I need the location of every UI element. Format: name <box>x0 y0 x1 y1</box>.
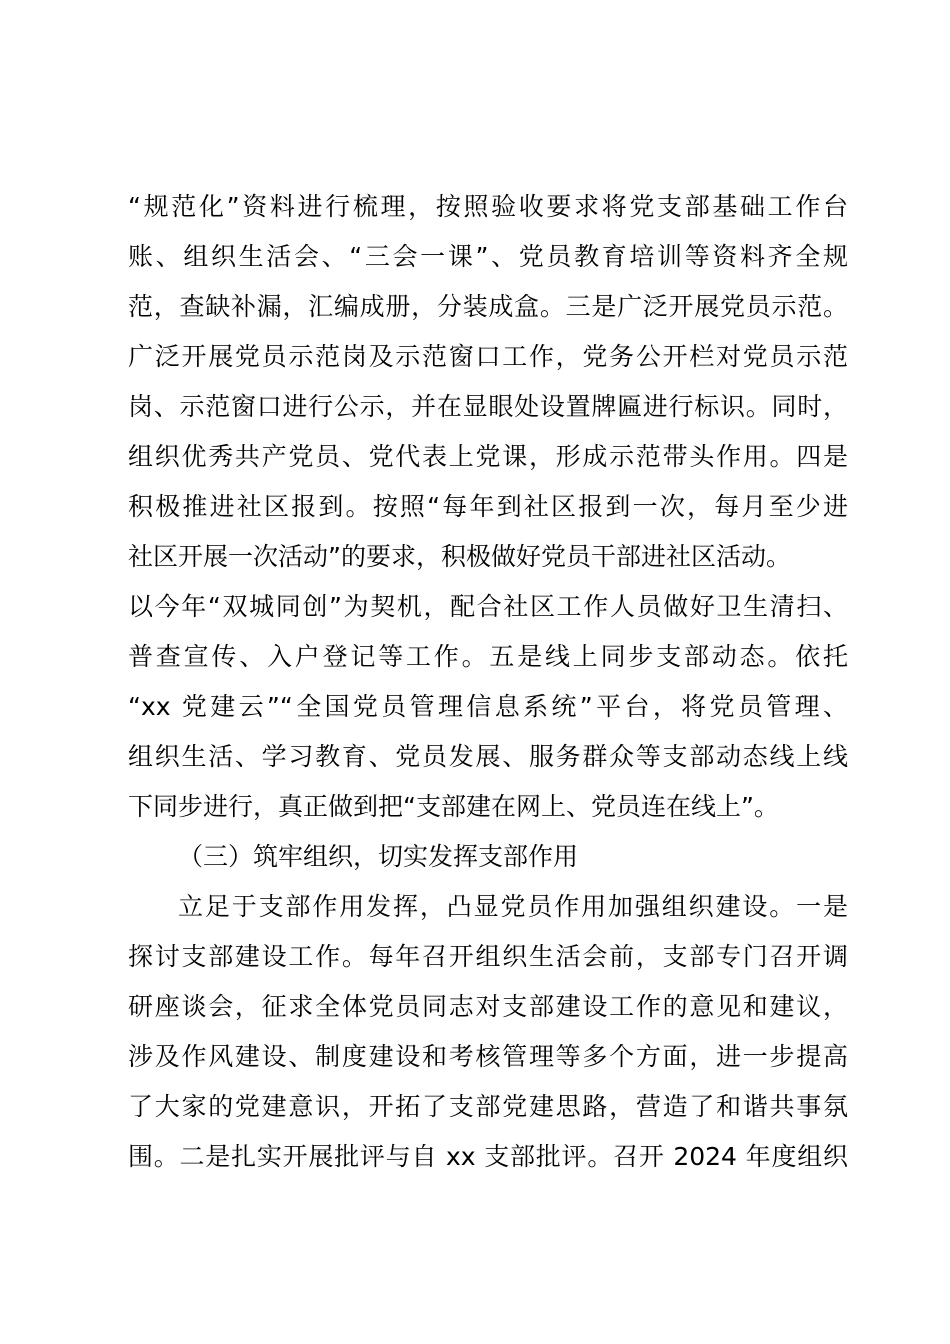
text-line: 范，查缺补漏，汇编成册，分装成盒。三是广泛开展党员示范。 <box>128 292 848 321</box>
text-line: 积极推进社区报到。按照“每年到社区报到一次，每月至少进 <box>128 492 848 521</box>
text-line: “xx 党建云”“全国党员管理信息系统”平台，将党员管理、 <box>128 692 848 721</box>
body-text <box>128 182 848 1182</box>
text-line: 社区开展一次活动”的要求，积极做好党员干部进社区活动。 <box>128 542 791 571</box>
text-line: “规范化”资料进行梳理，按照验收要求将党支部基础工作台 <box>128 192 848 221</box>
text-line: 普查宣传、入户登记等工作。五是线上同步支部动态。依托 <box>128 642 848 671</box>
text-line: 了大家的党建意识，开拓了支部党建思路，营造了和谐共事氛 <box>128 1092 848 1121</box>
text-line: 广泛开展党员示范岗及示范窗口工作，党务公开栏对党员示范 <box>128 342 848 371</box>
text-line: 围。二是扎实开展批评与自 xx 支部批评。召开 2024 年度组织 <box>128 1142 848 1171</box>
text-line: 组织生活、学习教育、党员发展、服务群众等支部动态线上线 <box>128 742 848 771</box>
text-line: 立足于支部作用发挥，凸显党员作用加强组织建设。一是 <box>178 892 848 921</box>
text-line: 研座谈会，征求全体党员同志对支部建设工作的意见和建议， <box>128 992 848 1021</box>
text-line: 账、组织生活会、“三会一课”、党员教育培训等资料齐全规 <box>128 242 848 271</box>
section-heading: （三）筑牢组织，切实发挥支部作用 <box>178 842 579 871</box>
text-line: 岗、示范窗口进行公示，并在显眼处设置牌匾进行标识。同时， <box>128 392 848 421</box>
text-line: 下同步进行，真正做到把“支部建在网上、党员连在线上”。 <box>128 792 779 821</box>
text-line: 探讨支部建设工作。每年召开组织生活会前，支部专门召开调 <box>128 942 848 971</box>
text-line: 涉及作风建设、制度建设和考核管理等多个方面，进一步提高 <box>128 1042 848 1071</box>
text-line: 组织优秀共产党员、党代表上党课，形成示范带头作用。四是 <box>128 442 848 471</box>
text-line: 以今年“双城同创”为契机，配合社区工作人员做好卫生清扫、 <box>128 592 848 621</box>
